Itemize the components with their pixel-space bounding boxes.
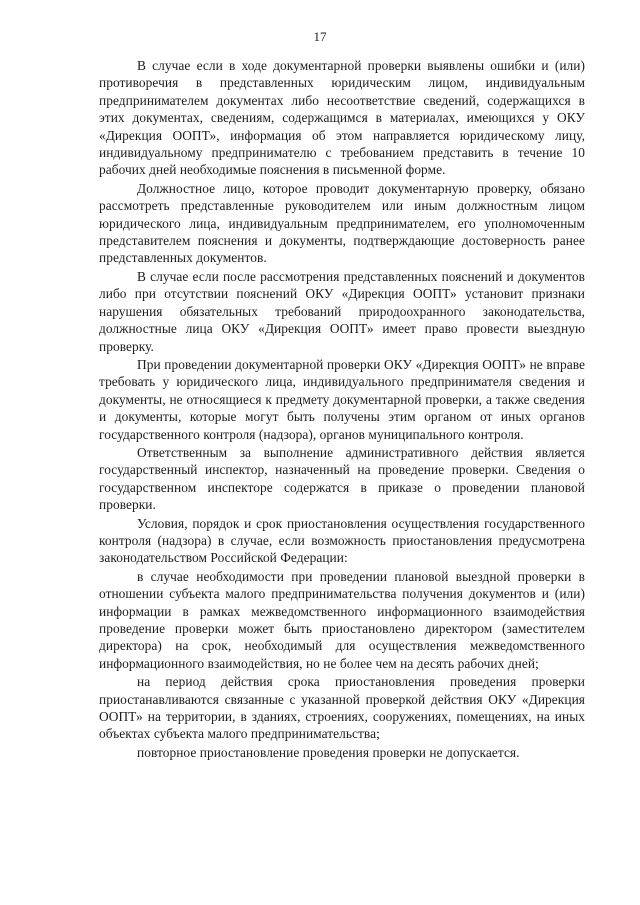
paragraph-suspension-conditions: Условия, порядок и срок приостановления осуществления государственного контроля (надзора) в случае, если возможность приостановления предусмотрена законодательством Российской Федерации:: [99, 515, 585, 566]
paragraph-errors-found: В случае если в ходе документарной проверки выявлены ошибки и (или) противоречия в представленных юридическим лицом, индивидуальным предпринимателем документах либо несоответствие сведений, содержащихся в этих документах, сведениям, содержащимся в материалах, имеющихся у ОКУ «Дирекция ООПТ», информация об этом направляется юридическому лицу, индивидуальному предпринимателю с требованием представить в течение 10 рабочих дней необходимые пояснения в письменной форме.: [99, 58, 585, 178]
paragraph-suspension-effect: на период действия срока приостановления проведения проверки приостанавливаются связанные с указанной проверкой действия ОКУ «Дирекция ООПТ» на территории, в зданиях, строениях, сооружениях, помещениях, на иных объектах субъекта малого предпринимательства;: [99, 674, 585, 742]
paragraph-no-repeat-suspension: повторное приостановление проведения проверки не допускается.: [137, 744, 520, 760]
page-number: 17: [313, 29, 327, 44]
paragraph-restrictions: При проведении документарной проверки ОКУ «Дирекция ООПТ» не вправе требовать у юридического лица, индивидуального предпринимателя сведения и документы, не относящиеся к предмету документарной проверки, а также сведения и документы, которые могут быть получены этим органом от иных органов государственного контроля (надзора), органов муниципального контроля.: [99, 356, 585, 442]
document-body: [99, 57, 585, 761]
paragraph-onsite-inspection-right: В случае если после рассмотрения представленных пояснений и документов либо при отсутствии пояснений ОКУ «Дирекция ООПТ» установит признаки нарушения обязательных требований природоохранного законодательства, должностные лица ОКУ «Дирекция ООПТ» имеет право провести выездную проверку.: [99, 268, 585, 354]
paragraph-suspension-case: в случае необходимости при проведении плановой выездной проверки в отношении субъекта малого предпринимательства получения документов и (или) информации в рамках межведомственного информационного взаимодействия проведение проверки может быть приостановлено директором (заместителем директора) на срок, необходимый для осуществления межведомственного информационного взаимодействия, но не более чем на десять рабочих дней;: [99, 568, 585, 671]
paragraph-responsible-inspector: Ответственным за выполнение административного действия является государственный инспектор, назначенный на проведение проверки. Сведения о государственном инспекторе содержатся в приказе о проведении плановой проверки.: [99, 444, 585, 513]
paragraph-official-review: Должностное лицо, которое проводит документарную проверку, обязано рассмотреть представленные руководителем или иным должностным лицом юридического лица, индивидуальным предпринимателем, его уполномоченным представителем пояснения и документы, подтверждающие достоверность ранее представленных документов.: [99, 180, 585, 266]
